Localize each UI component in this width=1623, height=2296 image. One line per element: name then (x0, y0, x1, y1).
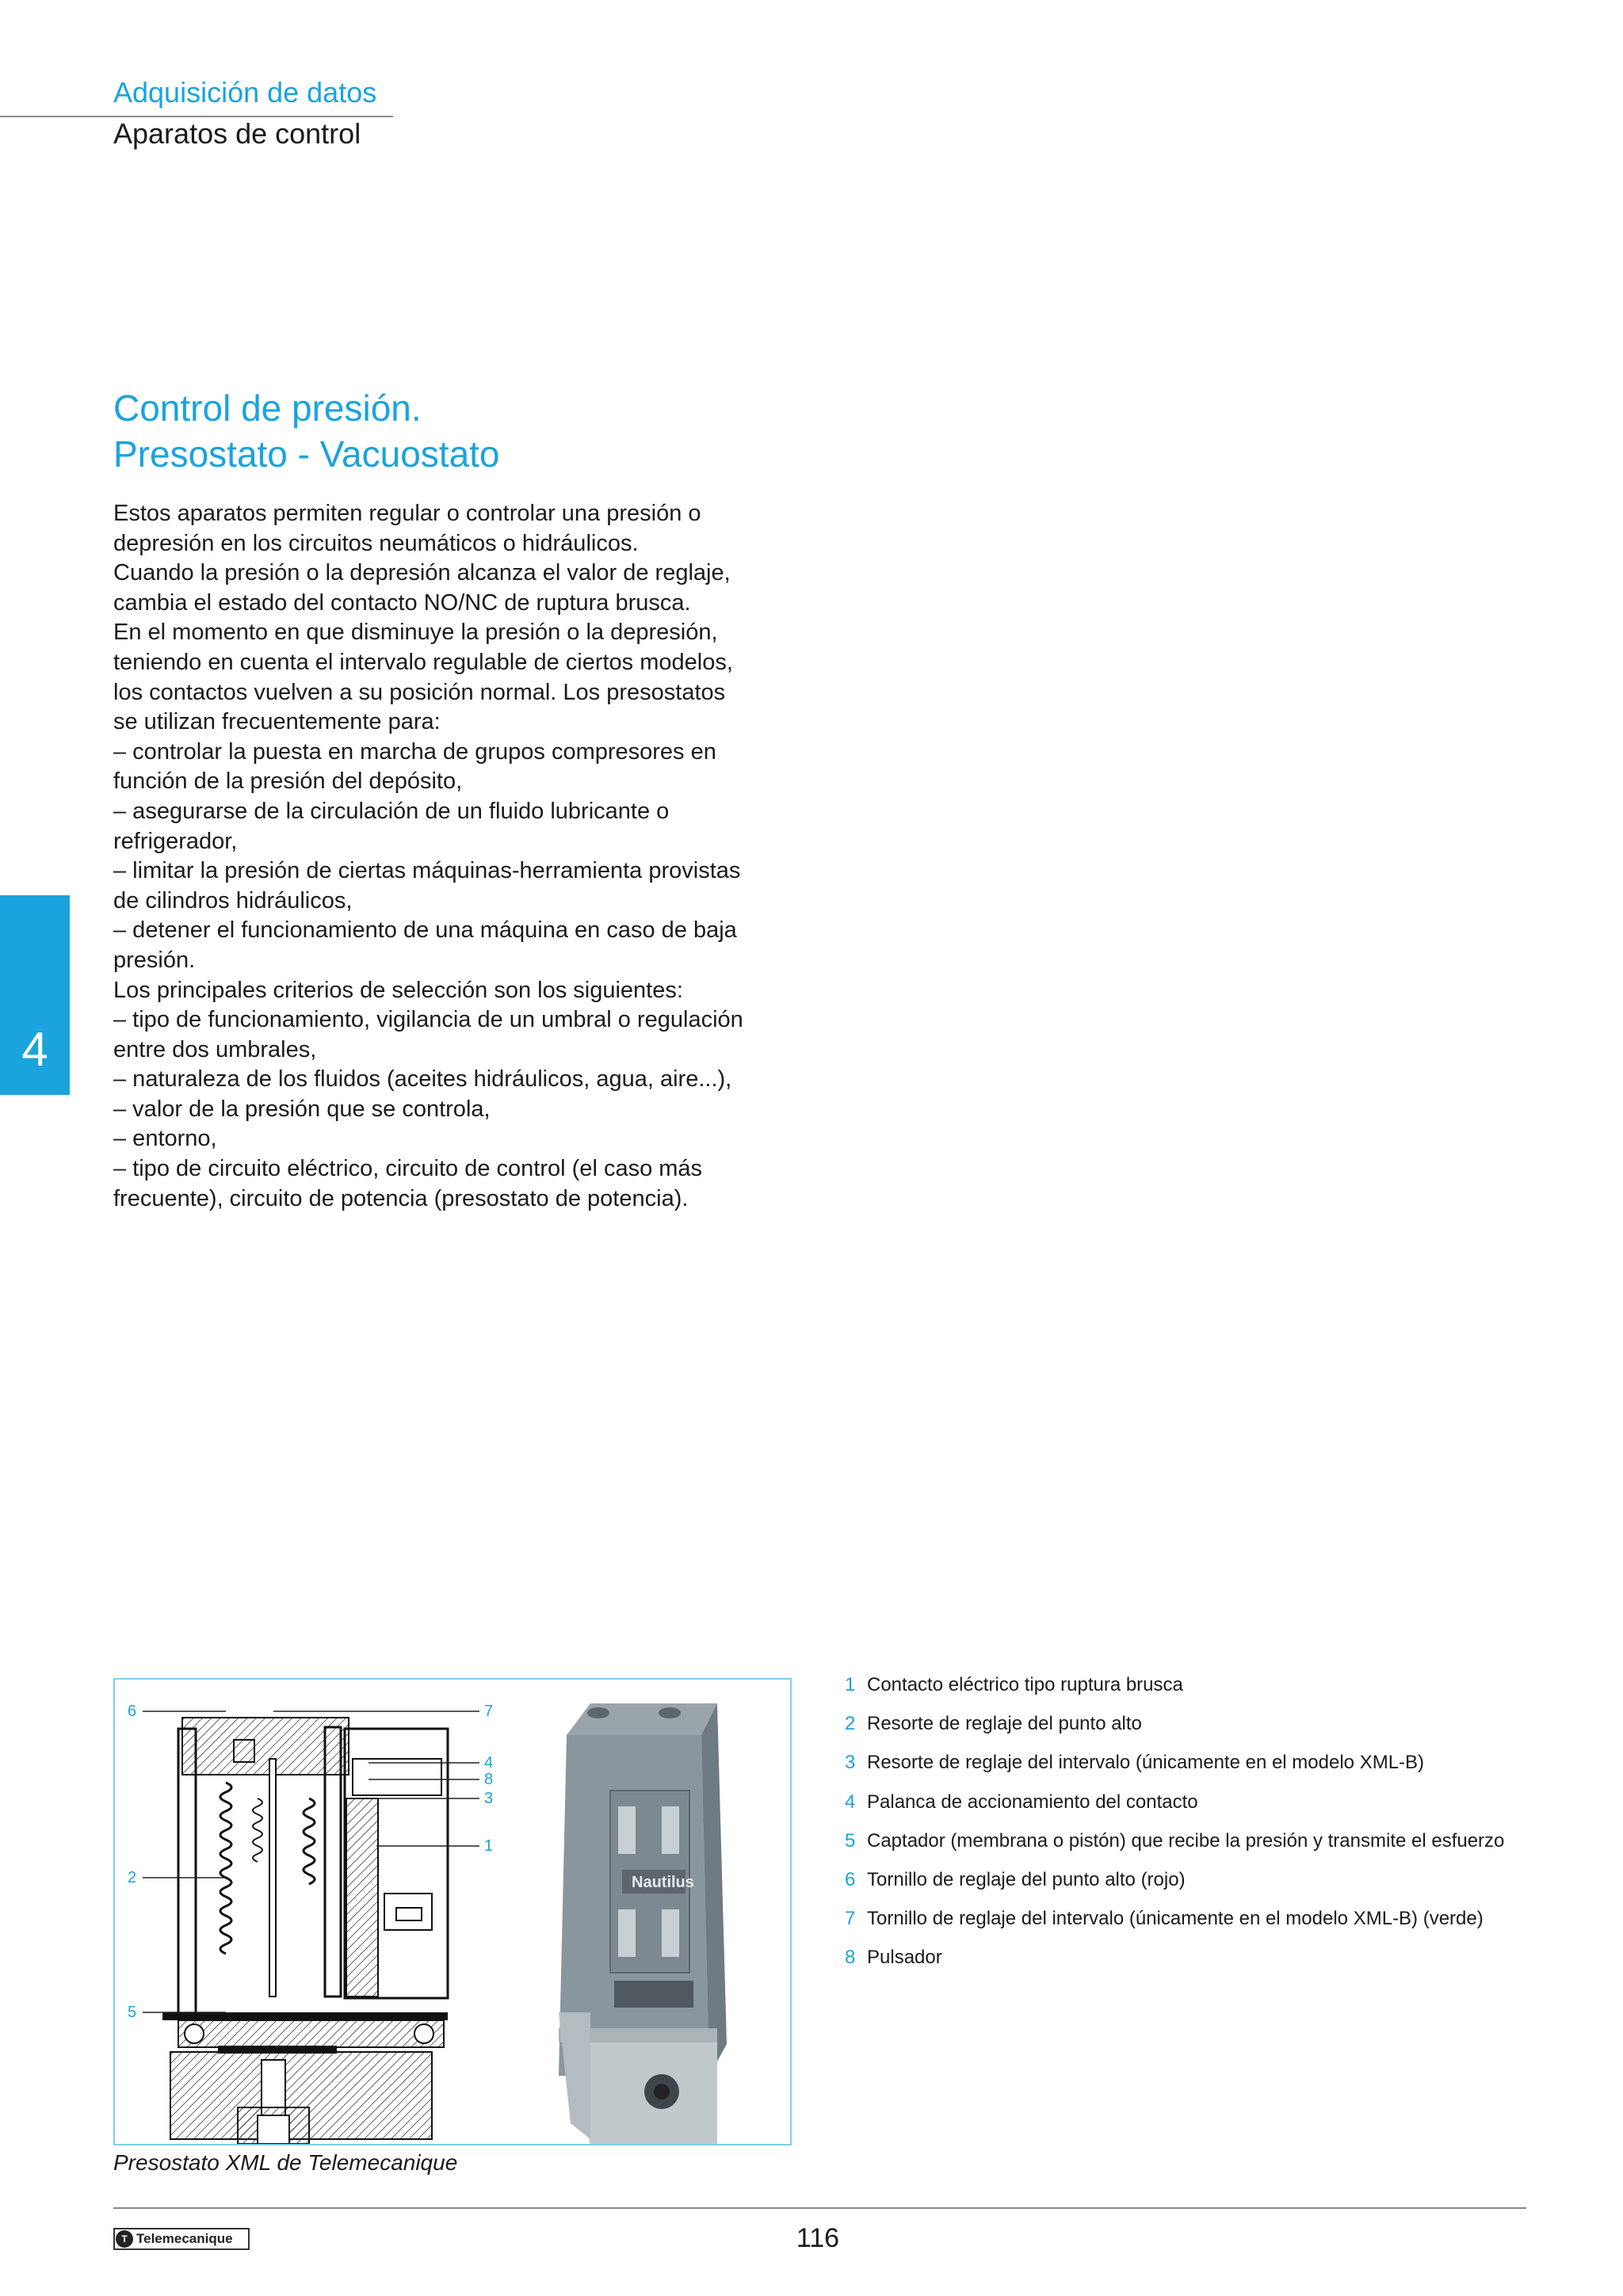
body-line: – entorno, (113, 1126, 217, 1152)
callout-7: 7 (484, 1703, 494, 1720)
body-line: – naturaleza de los fluidos (aceites hidráulicos, agua, aire...), (113, 1066, 732, 1093)
legend-number: 6 (845, 1868, 856, 1890)
title-line-1: Control de presión. (113, 387, 422, 429)
callout-1: 1 (484, 1837, 494, 1855)
body-line: de cilindros hidráulicos, (113, 887, 353, 913)
brand-logo (113, 2228, 250, 2250)
legend-text: Pulsador (867, 1947, 942, 1969)
body-line: función de la presión del depósito, (113, 769, 463, 795)
body-line: – limitar la presión de ciertas máquinas-herramienta provistas (113, 858, 741, 884)
page-title (113, 385, 500, 477)
body-line: teniendo en cuenta el intervalo regulable de ciertos modelos, (113, 649, 733, 675)
callout-4: 4 (484, 1754, 494, 1772)
body-line: – detener el funcionamiento de una máquina en caso de baja (113, 917, 737, 944)
legend-text: Contacto eléctrico tipo ruptura brusca (867, 1674, 1183, 1695)
legend-text: Resorte de reglaje del intervalo (únicamente en el modelo XML-B) (867, 1752, 1425, 1774)
legend-item (845, 1751, 1590, 1790)
body-line: – asegurarse de la circulación de un fluido lubricante o (113, 798, 670, 824)
legend-text: Palanca de accionamiento del contacto (867, 1791, 1198, 1813)
legend-item (845, 1907, 1590, 1946)
chapter-number: 4 (21, 1023, 48, 1076)
legend-text: Captador (membrana o pistón) que recibe la presión y transmite el esfuerzo (867, 1829, 1505, 1852)
body-line: – tipo de funcionamiento, vigilancia de un umbral o regulación (113, 1007, 743, 1033)
figure-frame (113, 1678, 792, 2145)
product-label: Nautilus (632, 1874, 694, 1891)
footer-rule (113, 2207, 1526, 2209)
body-line: – valor de la presión que se controla, (113, 1096, 491, 1122)
figure-illustration (115, 1680, 790, 2144)
body-line: frecuente), circuito de potencia (presostato de potencia). (113, 1185, 689, 1211)
figure-caption: Presostato XML de Telemecanique (113, 2150, 458, 2175)
callout-8: 8 (484, 1771, 494, 1788)
body-line: depresión en los circuitos neumáticos o hidráulicos. (113, 530, 639, 556)
figure-legend (845, 1673, 1590, 1985)
body-line: Estos aparatos permiten regular o controlar una presión o (113, 501, 701, 526)
body-line: Los principales criterios de selección son los siguientes: (113, 977, 683, 1003)
callout-3: 3 (484, 1790, 494, 1807)
legend-item (845, 1868, 1590, 1907)
legend-text: Resorte de reglaje del punto alto (867, 1713, 1142, 1735)
page-number: 116 (796, 2223, 840, 2253)
body-line: En el momento en que disminuye la presión o la depresión, (113, 620, 718, 646)
section-label: Adquisición de datos (113, 76, 377, 109)
legend-item (845, 1946, 1590, 1985)
legend-number: 5 (845, 1829, 856, 1852)
legend-item (845, 1829, 1590, 1868)
body-line: se utilizan frecuentemente para: (113, 709, 441, 735)
legend-number: 7 (845, 1908, 856, 1930)
legend-number: 3 (845, 1752, 856, 1774)
body-line: los contactos vuelven a su posición normal. Los presostatos (113, 679, 726, 705)
body-line: Cuando la presión o la depresión alcanza el valor de reglaje, (113, 560, 731, 586)
legend-text: Tornillo de reglaje del punto alto (rojo) (867, 1868, 1186, 1890)
brand-mark-icon: T (116, 2230, 133, 2248)
brand-name: Telemecanique (136, 2231, 233, 2246)
legend-item (845, 1712, 1590, 1751)
title-line-2: Presostato - Vacuostato (113, 433, 500, 475)
body-line: refrigerador, (113, 828, 238, 854)
body-line: presión. (113, 947, 196, 973)
subsection-label: Aparatos de control (113, 117, 361, 150)
legend-text: Tornillo de reglaje del intervalo (únicamente en el modelo XML-B) (verde) (867, 1908, 1484, 1930)
callout-5: 5 (128, 2004, 137, 2021)
legend-number: 2 (845, 1713, 856, 1735)
callout-2: 2 (128, 1869, 137, 1886)
legend-number: 8 (845, 1947, 856, 1969)
legend-item (845, 1673, 1590, 1712)
legend-number: 4 (845, 1791, 856, 1813)
body-line: – controlar la puesta en marcha de grupos compresores en (113, 738, 716, 765)
cross-section-drawing (128, 1703, 493, 2144)
body-text (113, 499, 811, 1214)
legend-number: 1 (845, 1674, 856, 1695)
callout-6: 6 (128, 1703, 137, 1720)
body-line: cambia el estado del contacto NO/NC de ruptura brusca. (113, 589, 691, 616)
product-photo (559, 1703, 727, 2144)
legend-item (845, 1791, 1590, 1829)
body-line: entre dos umbrales, (113, 1036, 317, 1062)
body-line: – tipo de circuito eléctrico, circuito de control (el caso más (113, 1156, 703, 1182)
